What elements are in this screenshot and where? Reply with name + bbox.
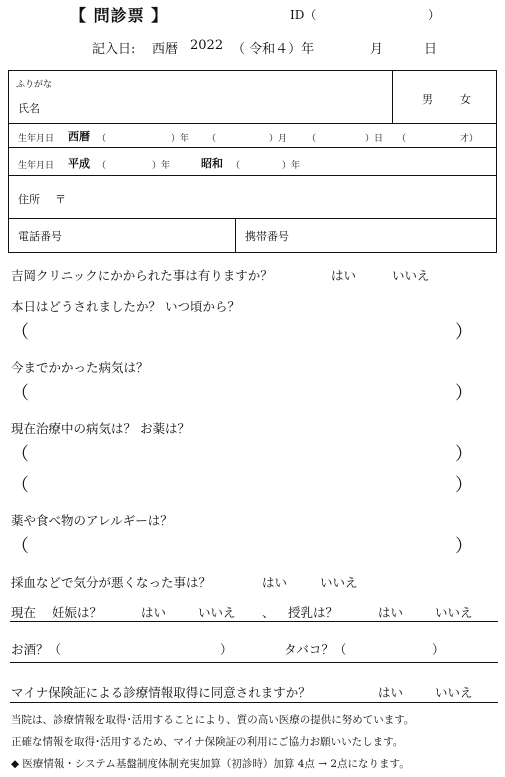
q-reason: 本日はどうされましたか？ いつ頃から？	[11, 299, 240, 314]
q7-no2[interactable]: いいえ	[435, 605, 473, 620]
divider	[10, 621, 498, 622]
divider	[10, 662, 498, 663]
notice-line-2: 正確な情報を取得･活用するため、マイナ保険証の利用にご協力お願いいたします。	[11, 736, 404, 748]
q1-no[interactable]: いいえ	[392, 268, 430, 283]
dob2-field: ）年	[152, 161, 171, 171]
dob-era-western: 西暦	[68, 130, 90, 143]
q-allergy: 薬や食べ物のアレルギーは？	[11, 513, 173, 528]
dob-field: ）日	[365, 134, 384, 144]
q-past-illness: 今までかかった病気は？	[11, 360, 149, 375]
dob-field: ）年	[171, 134, 190, 144]
paren-close: ）	[455, 383, 473, 404]
dob2-heisei: 平成	[68, 157, 90, 170]
day-label: 日	[424, 42, 438, 57]
q-tobacco: タバコ？（	[284, 642, 347, 657]
era-western: 西暦	[152, 42, 179, 57]
paren-open: （	[11, 536, 29, 557]
postal-mark: 〒	[55, 193, 66, 206]
dob-label: 生年月日	[18, 134, 55, 144]
q7-prefix: 現在	[11, 605, 37, 620]
q6-no[interactable]: いいえ	[320, 575, 358, 590]
q-blood-draw: 採血などで気分が悪くなった事は？	[11, 575, 212, 590]
q-pregnancy: 妊娠は？	[52, 605, 103, 620]
id-label: ID（	[290, 8, 317, 22]
address-label: 住所	[18, 193, 40, 206]
notice-line-1: 当院は、診療情報を取得･活用することにより、質の高い医療の提供に努めています。	[11, 714, 415, 726]
q-breastfeeding: 授乳は？	[288, 605, 339, 620]
q-current-treatment: 現在治療中の病気は？ お薬は？	[11, 421, 190, 436]
q7-no[interactable]: いいえ	[198, 605, 236, 620]
dob-field: （	[97, 134, 107, 144]
patient-info-form	[8, 70, 497, 253]
paren-open: （	[11, 444, 29, 465]
furigana-label: ふりがな	[16, 80, 53, 90]
dob-field: （	[207, 134, 217, 144]
name-label: 氏名	[18, 102, 40, 115]
phone-label: 電話番号	[18, 230, 62, 243]
dob2-label: 生年月日	[18, 161, 55, 171]
dob-field: 才）	[460, 134, 479, 144]
q7-separator: 、	[262, 605, 275, 620]
notice-line-3: ◆ 医療情報・システム基盤制度体制充実加算（初診時）加算 4点 → 2点になります。	[11, 758, 410, 770]
phone-divider	[235, 218, 236, 252]
paren-close: ）	[455, 475, 473, 496]
dob-field: ）月	[269, 134, 288, 144]
row-divider	[9, 218, 496, 219]
id-close: ）	[428, 8, 441, 22]
q9-yes[interactable]: はい	[378, 685, 404, 700]
row-divider	[9, 147, 496, 148]
q9-no[interactable]: いいえ	[435, 685, 473, 700]
date-prefix: 記入日:	[92, 42, 136, 57]
paren-close: ）	[455, 444, 473, 465]
q1-yes[interactable]: はい	[331, 268, 357, 283]
gender-female[interactable]: 女	[460, 93, 471, 106]
reiwa-year: （ 令和４）年	[232, 42, 315, 57]
dob2-showa: 昭和	[201, 157, 223, 170]
paren-close: ）	[455, 536, 473, 557]
q-tobacco-close: ）	[432, 642, 445, 657]
divider	[10, 702, 498, 703]
dob-field: （	[307, 134, 317, 144]
paren-open: （	[11, 475, 29, 496]
dob2-field: （	[97, 161, 107, 171]
q6-yes[interactable]: はい	[262, 575, 288, 590]
q-alcohol: お酒？（	[11, 642, 62, 657]
row-divider	[9, 123, 496, 124]
paren-open: （	[11, 383, 29, 404]
page-title: 【 問診票 】	[70, 6, 169, 25]
dob2-field: ）年	[282, 161, 301, 171]
name-divider	[392, 71, 393, 123]
q-mynumber-consent: マイナ保険証による診療情報取得に同意されますか？	[11, 685, 311, 700]
q7-yes2[interactable]: はい	[378, 605, 404, 620]
q7-yes[interactable]: はい	[141, 605, 167, 620]
dob2-field: （	[231, 161, 241, 171]
year-value: 2022	[190, 38, 224, 53]
paren-close: ）	[455, 322, 473, 343]
gender-male[interactable]: 男	[422, 93, 433, 106]
q-alcohol-close: ）	[220, 642, 233, 657]
mobile-label: 携帯番号	[245, 230, 289, 243]
dob-field: （	[397, 134, 407, 144]
q-previous-visit: 吉岡クリニックにかかられた事は有りますか？	[11, 268, 273, 283]
month-label: 月	[370, 42, 384, 57]
row-divider	[9, 175, 496, 176]
paren-open: （	[11, 322, 29, 343]
